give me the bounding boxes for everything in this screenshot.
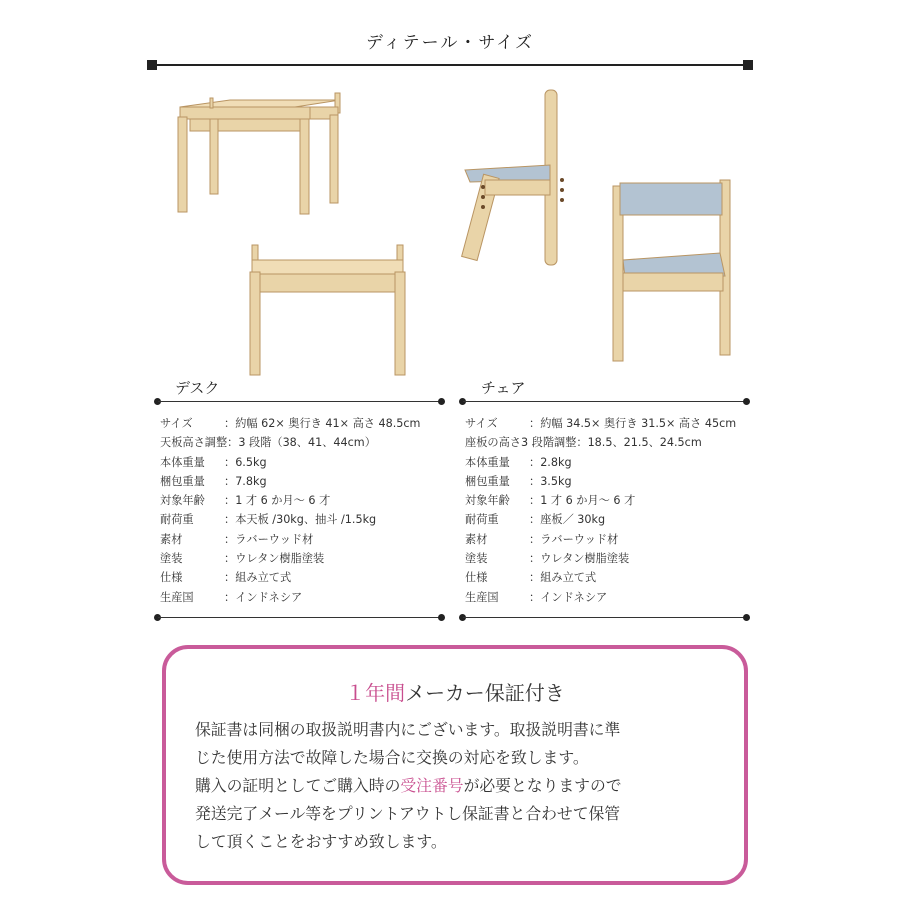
warranty-line: して頂くことをおすすめ致します。: [195, 832, 447, 851]
chair-spec-row: [465, 453, 755, 472]
desk-rule-dot-right: [438, 398, 445, 405]
spec-key: 素材: [160, 532, 183, 546]
spec-value: ：約幅 34.5× 奥行き 31.5× 高さ 45cm: [529, 417, 737, 430]
spec-value: ：3.5kg: [529, 474, 572, 488]
spec-key: 仕様: [160, 571, 183, 585]
spec-value: ：6.5kg: [224, 455, 267, 469]
spec-value: 3 段階調整：18.5、21.5、24.5cm: [520, 436, 702, 450]
spec-value: ：1 才 6 か月～ 6 才: [529, 494, 636, 508]
spec-value: ：2.8kg: [529, 455, 572, 469]
desk-spec-row: [160, 510, 450, 529]
header-rule-cap-right: [743, 60, 753, 70]
desk-spec-row: [160, 530, 450, 549]
chair-spec-row: [465, 491, 755, 510]
spec-key: 座板の高さ: [465, 436, 521, 450]
chair-label: チェア: [481, 379, 526, 397]
spec-value: ：インドネシア: [224, 590, 303, 604]
spec-value: ：1 才 6 か月～ 6 才: [224, 494, 331, 508]
warranty-line-part: 購入の証明としてご購入時の: [195, 776, 401, 795]
spec-value: ：約幅 62× 奥行き 41× 高さ 48.5cm: [224, 417, 421, 430]
chair-spec-row: [465, 472, 755, 491]
spec-key: 塗装: [465, 552, 488, 566]
chair-spec-row: [465, 530, 755, 549]
spec-key: 梱包重量: [465, 474, 510, 488]
spec-key: 素材: [465, 532, 488, 546]
spec-key: サイズ: [465, 417, 498, 430]
warranty-title-rest: メーカー保証付き: [405, 681, 565, 705]
chair-rule-bottom: [463, 617, 746, 618]
warranty-title: [166, 677, 744, 706]
spec-key: 対象年齢: [160, 494, 205, 508]
spec-value: ：ラバーウッド材: [529, 532, 619, 546]
chair-rule-dot-right: [743, 614, 750, 621]
order-number-highlight: 受注番号: [400, 776, 464, 795]
desk-front-image: [240, 240, 415, 380]
spec-value: ：組み立て式: [529, 571, 597, 585]
spec-value: ：座板／ 30kg: [529, 513, 606, 527]
chair-side-image: [455, 85, 580, 270]
desk-spec-row: [160, 453, 450, 472]
desk-spec-row: [160, 588, 450, 607]
chair-spec-row: [465, 510, 755, 529]
desk-rule-dot-right: [438, 614, 445, 621]
spec-key: 生産国: [160, 590, 194, 604]
chair-spec-list: [465, 414, 755, 607]
warranty-line: 発送完了メール等をプリントアウトし保証書と合わせて保管: [195, 804, 621, 823]
desk-spec-row: [160, 414, 450, 433]
spec-value: ：ウレタン樹脂塗装: [529, 552, 630, 566]
desk-spec-row: [160, 491, 450, 510]
chair-spec-row: [465, 568, 755, 587]
desk-spec-row: [160, 568, 450, 587]
spec-key: 耐荷重: [465, 513, 499, 527]
warranty-title-highlight: １年間: [345, 681, 406, 705]
chair-rule-dot-right: [743, 398, 750, 405]
spec-key: 生産国: [465, 590, 499, 604]
chair-rule-top: [463, 401, 746, 402]
desk-label: デスク: [175, 379, 220, 397]
spec-value: ：ウレタン樹脂塗装: [224, 552, 325, 566]
desk-rule-bottom: [158, 617, 441, 618]
desk-angle-image: [170, 85, 355, 215]
spec-value: ：7.8kg: [224, 474, 267, 488]
header-rule-cap-left: [147, 60, 157, 70]
spec-key: サイズ: [160, 417, 193, 430]
spec-value: ：組み立て式: [224, 571, 292, 585]
header-rule: [152, 64, 750, 66]
warranty-line: 保証書は同梱の取扱説明書内にございます。取扱説明書に準: [195, 720, 621, 739]
page-title: ディテール・サイズ: [366, 33, 534, 53]
spec-key: 塗装: [160, 552, 183, 566]
warranty-line: じた使用方法で故障した場合に交換の対応を致します。: [195, 748, 589, 767]
desk-spec-row: [160, 472, 450, 491]
warranty-body: [195, 716, 725, 856]
spec-key: 本体重量: [160, 455, 205, 469]
spec-value: ：ラバーウッド材: [224, 532, 314, 546]
chair-spec-row: [465, 414, 755, 433]
chair-spec-row: [465, 588, 755, 607]
desk-spec-row: [160, 433, 450, 452]
desk-spec-row: [160, 549, 450, 568]
spec-value: ：本天板 /30kg、抽斗 /1.5kg: [224, 513, 377, 527]
spec-value: ：3 段階（38、41、44cm）: [227, 436, 376, 450]
spec-key: 対象年齢: [465, 494, 510, 508]
desk-spec-list: [160, 414, 450, 607]
warranty-line-part: が必要となりますので: [463, 776, 622, 795]
spec-key: 梱包重量: [160, 474, 205, 488]
desk-rule-top: [158, 401, 441, 402]
spec-key: 仕様: [465, 571, 488, 585]
spec-key: 本体重量: [465, 455, 510, 469]
spec-value: ：インドネシア: [529, 590, 608, 604]
chair-spec-row: [465, 433, 755, 452]
chair-front-image: [605, 178, 740, 368]
spec-key: 耐荷重: [160, 513, 194, 527]
spec-key: 天板高さ調整: [160, 436, 228, 450]
chair-spec-row: [465, 549, 755, 568]
warranty-line: [195, 772, 725, 800]
